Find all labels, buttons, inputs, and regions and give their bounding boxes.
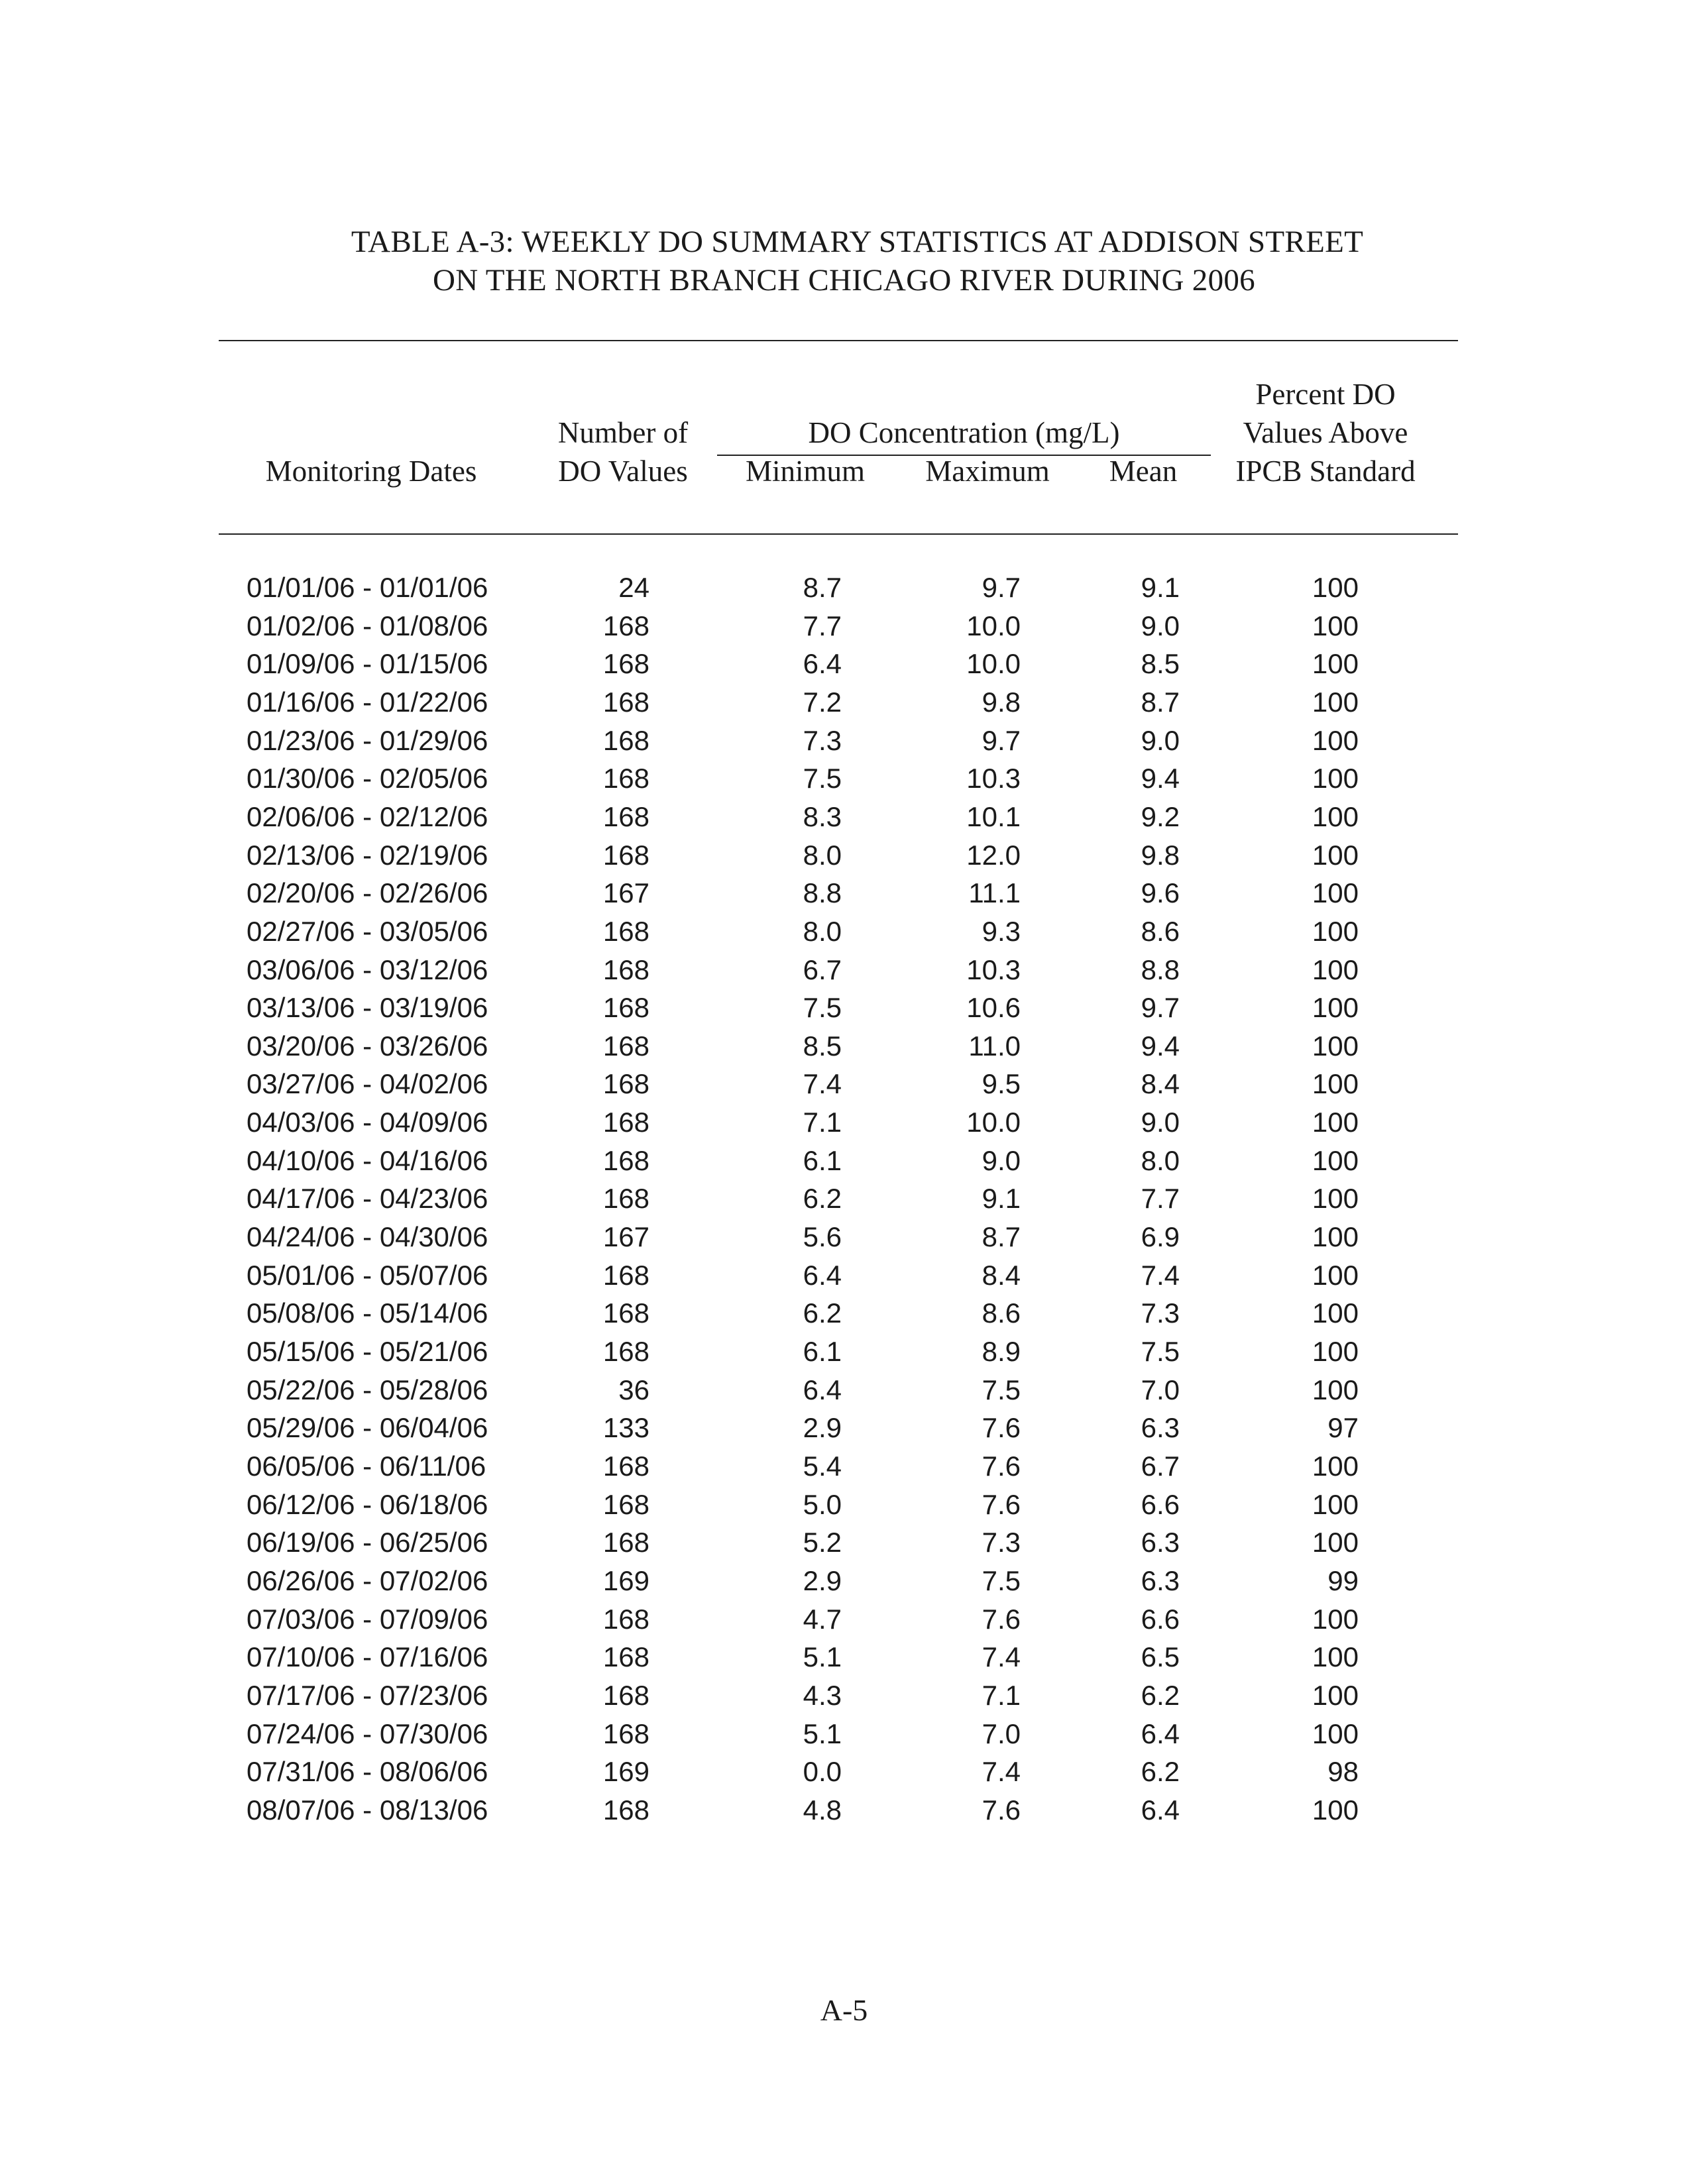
cell-maximum: 10.0	[966, 610, 1021, 641]
cell-minimum: 4.8	[803, 1794, 842, 1826]
cell-maximum: 10.0	[966, 648, 1021, 680]
table-row	[0, 989, 1688, 1027]
cell-minimum: 5.1	[803, 1718, 842, 1749]
cell-maximum: 11.0	[968, 1030, 1021, 1062]
cell-maximum: 10.0	[966, 1107, 1021, 1138]
header-monitoring-dates: Monitoring Dates	[265, 455, 477, 488]
cell-minimum: 7.2	[803, 686, 842, 718]
cell-percent-above: 97	[1327, 1412, 1359, 1444]
cell-maximum: 8.4	[982, 1259, 1021, 1291]
cell-mean: 8.7	[1141, 686, 1180, 718]
cell-number-of-values: 169	[602, 1564, 649, 1596]
cell-percent-above: 100	[1312, 648, 1359, 680]
table-row	[0, 1142, 1688, 1180]
cell-mean: 8.8	[1141, 954, 1180, 985]
cell-monitoring-dates: 01/23/06 - 01/29/06	[247, 724, 488, 756]
cell-number-of-values: 168	[602, 1641, 649, 1673]
cell-percent-above: 100	[1312, 1297, 1359, 1329]
cell-monitoring-dates: 06/26/06 - 07/02/06	[247, 1564, 488, 1596]
cell-monitoring-dates: 05/15/06 - 05/21/06	[247, 1336, 488, 1367]
cell-minimum: 6.4	[803, 1374, 842, 1405]
cell-maximum: 7.0	[982, 1718, 1021, 1749]
cell-monitoring-dates: 01/02/06 - 01/08/06	[247, 610, 488, 641]
cell-minimum: 5.6	[803, 1221, 842, 1253]
table-row	[0, 836, 1688, 875]
cell-number-of-values: 168	[602, 1068, 649, 1100]
cell-maximum: 7.1	[982, 1679, 1021, 1711]
cell-monitoring-dates: 02/20/06 - 02/26/06	[247, 877, 488, 909]
cell-maximum: 7.5	[982, 1564, 1021, 1596]
cell-mean: 7.0	[1141, 1374, 1180, 1405]
cell-number-of-values: 168	[602, 1107, 649, 1138]
cell-minimum: 8.3	[803, 800, 842, 832]
cell-mean: 9.8	[1141, 839, 1180, 871]
cell-minimum: 6.4	[803, 1259, 842, 1291]
cell-mean: 6.6	[1141, 1488, 1180, 1520]
cell-percent-above: 100	[1312, 1641, 1359, 1673]
cell-minimum: 7.4	[803, 1068, 842, 1100]
cell-percent-above: 100	[1312, 1068, 1359, 1100]
cell-percent-above: 100	[1312, 1603, 1359, 1635]
cell-number-of-values: 168	[602, 1603, 649, 1635]
cell-monitoring-dates: 03/20/06 - 03/26/06	[247, 1030, 488, 1062]
cell-mean: 9.0	[1141, 1107, 1180, 1138]
table-row	[0, 798, 1688, 836]
table-row	[0, 912, 1688, 951]
table-row	[0, 759, 1688, 798]
cell-monitoring-dates: 04/10/06 - 04/16/06	[247, 1144, 488, 1176]
table-row	[0, 1638, 1688, 1676]
table-row	[0, 1294, 1688, 1333]
cell-minimum: 4.3	[803, 1679, 842, 1711]
cell-number-of-values: 24	[618, 572, 649, 603]
cell-maximum: 7.6	[982, 1412, 1021, 1444]
table-row	[0, 1409, 1688, 1447]
cell-number-of-values: 168	[602, 1297, 649, 1329]
header-minimum: Minimum	[745, 455, 866, 488]
cell-percent-above: 98	[1327, 1756, 1359, 1788]
table-row	[0, 1256, 1688, 1295]
cell-mean: 9.1	[1141, 572, 1180, 603]
cell-maximum: 7.6	[982, 1603, 1021, 1635]
cell-monitoring-dates: 05/08/06 - 05/14/06	[247, 1297, 488, 1329]
cell-number-of-values: 169	[602, 1756, 649, 1788]
cell-number-of-values: 133	[602, 1412, 649, 1444]
cell-mean: 7.4	[1141, 1259, 1180, 1291]
cell-minimum: 7.5	[803, 763, 842, 794]
cell-percent-above: 100	[1312, 1527, 1359, 1558]
cell-percent-above: 100	[1312, 1144, 1359, 1176]
cell-percent-above: 100	[1312, 1794, 1359, 1826]
table-row	[0, 874, 1688, 912]
cell-monitoring-dates: 03/06/06 - 03/12/06	[247, 954, 488, 985]
cell-percent-above: 100	[1312, 1221, 1359, 1253]
cell-minimum: 8.8	[803, 877, 842, 909]
cell-mean: 9.2	[1141, 800, 1180, 832]
cell-mean: 9.0	[1141, 610, 1180, 641]
table-row	[0, 683, 1688, 722]
cell-mean: 6.4	[1141, 1794, 1180, 1826]
table-title-line1: TABLE A-3: WEEKLY DO SUMMARY STATISTICS AT ADDISON STREET	[351, 225, 1364, 259]
cell-maximum: 10.1	[966, 800, 1021, 832]
cell-monitoring-dates: 07/31/06 - 08/06/06	[247, 1756, 488, 1788]
cell-maximum: 9.0	[982, 1144, 1021, 1176]
cell-percent-above: 100	[1312, 839, 1359, 871]
cell-number-of-values: 36	[618, 1374, 649, 1405]
cell-number-of-values: 168	[602, 1679, 649, 1711]
cell-percent-above: 100	[1312, 1374, 1359, 1405]
header-percent-line3: IPCB Standard	[1235, 455, 1416, 488]
cell-mean: 9.6	[1141, 877, 1180, 909]
cell-maximum: 7.3	[982, 1527, 1021, 1558]
cell-number-of-values: 168	[602, 800, 649, 832]
table-row	[0, 1523, 1688, 1562]
cell-maximum: 9.1	[982, 1183, 1021, 1215]
cell-maximum: 7.4	[982, 1641, 1021, 1673]
table-row	[0, 1065, 1688, 1103]
header-do-concentration: DO Concentration (mg/L)	[808, 416, 1120, 449]
cell-maximum: 10.6	[966, 992, 1021, 1024]
cell-maximum: 10.3	[966, 763, 1021, 794]
cell-number-of-values: 168	[602, 915, 649, 947]
cell-maximum: 12.0	[966, 839, 1021, 871]
cell-maximum: 7.6	[982, 1488, 1021, 1520]
cell-percent-above: 99	[1327, 1564, 1359, 1596]
table-row	[0, 1486, 1688, 1524]
cell-percent-above: 100	[1312, 763, 1359, 794]
cell-number-of-values: 168	[602, 1718, 649, 1749]
cell-monitoring-dates: 03/13/06 - 03/19/06	[247, 992, 488, 1024]
cell-minimum: 6.7	[803, 954, 842, 985]
cell-monitoring-dates: 08/07/06 - 08/13/06	[247, 1794, 488, 1826]
cell-minimum: 5.2	[803, 1527, 842, 1558]
cell-number-of-values: 167	[602, 1221, 649, 1253]
header-bottom-rule	[219, 533, 1458, 535]
cell-percent-above: 100	[1312, 1718, 1359, 1749]
cell-minimum: 5.4	[803, 1450, 842, 1482]
table-row	[0, 1218, 1688, 1256]
cell-mean: 8.4	[1141, 1068, 1180, 1100]
cell-minimum: 6.1	[803, 1144, 842, 1176]
table-title-line2: ON THE NORTH BRANCH CHICAGO RIVER DURING 2006	[433, 263, 1255, 298]
cell-percent-above: 100	[1312, 992, 1359, 1024]
cell-percent-above: 100	[1312, 572, 1359, 603]
cell-maximum: 8.9	[982, 1336, 1021, 1367]
cell-percent-above: 100	[1312, 954, 1359, 985]
top-rule	[219, 340, 1458, 341]
cell-number-of-values: 168	[602, 1030, 649, 1062]
header-maximum: Maximum	[925, 455, 1050, 488]
cell-monitoring-dates: 05/01/06 - 05/07/06	[247, 1259, 488, 1291]
cell-maximum: 7.4	[982, 1756, 1021, 1788]
cell-percent-above: 100	[1312, 610, 1359, 641]
cell-monitoring-dates: 02/06/06 - 02/12/06	[247, 800, 488, 832]
cell-maximum: 8.6	[982, 1297, 1021, 1329]
cell-minimum: 2.9	[803, 1412, 842, 1444]
cell-number-of-values: 168	[602, 1450, 649, 1482]
cell-mean: 6.4	[1141, 1718, 1180, 1749]
cell-maximum: 9.3	[982, 915, 1021, 947]
cell-monitoring-dates: 04/24/06 - 04/30/06	[247, 1221, 488, 1253]
table-row	[0, 1179, 1688, 1218]
cell-mean: 7.7	[1141, 1183, 1180, 1215]
cell-maximum: 9.5	[982, 1068, 1021, 1100]
cell-minimum: 6.1	[803, 1336, 842, 1367]
cell-monitoring-dates: 01/01/06 - 01/01/06	[247, 572, 488, 603]
header-percent-line1: Percent DO	[1255, 378, 1396, 411]
cell-monitoring-dates: 06/05/06 - 06/11/06	[247, 1450, 486, 1482]
cell-minimum: 0.0	[803, 1756, 842, 1788]
cell-minimum: 5.1	[803, 1641, 842, 1673]
cell-percent-above: 100	[1312, 800, 1359, 832]
cell-minimum: 7.7	[803, 610, 842, 641]
cell-minimum: 7.1	[803, 1107, 842, 1138]
cell-mean: 9.4	[1141, 763, 1180, 794]
cell-mean: 7.5	[1141, 1336, 1180, 1367]
page-number: A-5	[820, 1993, 868, 2027]
cell-percent-above: 100	[1312, 877, 1359, 909]
cell-monitoring-dates: 04/17/06 - 04/23/06	[247, 1183, 488, 1215]
cell-percent-above: 100	[1312, 915, 1359, 947]
cell-number-of-values: 168	[602, 839, 649, 871]
cell-maximum: 9.8	[982, 686, 1021, 718]
cell-number-of-values: 168	[602, 610, 649, 641]
cell-monitoring-dates: 01/30/06 - 02/05/06	[247, 763, 488, 794]
cell-mean: 6.3	[1141, 1564, 1180, 1596]
cell-minimum: 8.5	[803, 1030, 842, 1062]
table-row	[0, 1600, 1688, 1639]
cell-mean: 7.3	[1141, 1297, 1180, 1329]
cell-mean: 6.2	[1141, 1756, 1180, 1788]
cell-monitoring-dates: 02/13/06 - 02/19/06	[247, 839, 488, 871]
cell-monitoring-dates: 07/03/06 - 07/09/06	[247, 1603, 488, 1635]
cell-monitoring-dates: 06/12/06 - 06/18/06	[247, 1488, 488, 1520]
cell-monitoring-dates: 07/10/06 - 07/16/06	[247, 1641, 488, 1673]
table-row	[0, 722, 1688, 760]
cell-maximum: 9.7	[982, 572, 1021, 603]
cell-minimum: 6.2	[803, 1297, 842, 1329]
header-percent-line2: Values Above	[1243, 416, 1408, 449]
cell-minimum: 6.2	[803, 1183, 842, 1215]
cell-monitoring-dates: 05/22/06 - 05/28/06	[247, 1374, 488, 1405]
cell-maximum: 9.7	[982, 724, 1021, 756]
cell-mean: 6.3	[1141, 1527, 1180, 1558]
cell-minimum: 8.7	[803, 572, 842, 603]
cell-maximum: 7.6	[982, 1450, 1021, 1482]
cell-percent-above: 100	[1312, 1336, 1359, 1367]
cell-mean: 9.0	[1141, 724, 1180, 756]
table-row	[0, 1333, 1688, 1371]
cell-monitoring-dates: 07/24/06 - 07/30/06	[247, 1718, 488, 1749]
cell-number-of-values: 168	[602, 648, 649, 680]
cell-monitoring-dates: 07/17/06 - 07/23/06	[247, 1679, 488, 1711]
cell-mean: 6.7	[1141, 1450, 1180, 1482]
cell-mean: 9.7	[1141, 992, 1180, 1024]
cell-minimum: 7.3	[803, 724, 842, 756]
cell-maximum: 10.3	[966, 954, 1021, 985]
cell-monitoring-dates: 06/19/06 - 06/25/06	[247, 1527, 488, 1558]
cell-number-of-values: 168	[602, 1259, 649, 1291]
cell-percent-above: 100	[1312, 686, 1359, 718]
cell-minimum: 7.5	[803, 992, 842, 1024]
cell-mean: 6.5	[1141, 1641, 1180, 1673]
header-number-of-line1: Number of	[557, 416, 689, 449]
table-row	[0, 1753, 1688, 1791]
cell-minimum: 2.9	[803, 1564, 842, 1596]
cell-number-of-values: 168	[602, 763, 649, 794]
cell-number-of-values: 168	[602, 686, 649, 718]
cell-monitoring-dates: 03/27/06 - 04/02/06	[247, 1068, 488, 1100]
cell-maximum: 8.7	[982, 1221, 1021, 1253]
cell-minimum: 8.0	[803, 839, 842, 871]
table-row	[0, 1676, 1688, 1715]
table-row	[0, 1371, 1688, 1409]
table-row	[0, 1027, 1688, 1065]
cell-percent-above: 100	[1312, 1679, 1359, 1711]
cell-number-of-values: 168	[602, 1794, 649, 1826]
table-row	[0, 1447, 1688, 1486]
header-mean: Mean	[1109, 455, 1178, 488]
cell-mean: 8.6	[1141, 915, 1180, 947]
table-row	[0, 951, 1688, 989]
header-number-of-line2: DO Values	[558, 455, 688, 488]
cell-number-of-values: 168	[602, 1183, 649, 1215]
cell-percent-above: 100	[1312, 1183, 1359, 1215]
cell-minimum: 8.0	[803, 915, 842, 947]
cell-number-of-values: 168	[602, 1144, 649, 1176]
cell-mean: 6.9	[1141, 1221, 1180, 1253]
cell-number-of-values: 168	[602, 954, 649, 985]
cell-monitoring-dates: 01/16/06 - 01/22/06	[247, 686, 488, 718]
cell-monitoring-dates: 02/27/06 - 03/05/06	[247, 915, 488, 947]
cell-minimum: 4.7	[803, 1603, 842, 1635]
cell-maximum: 7.6	[982, 1794, 1021, 1826]
cell-mean: 6.3	[1141, 1412, 1180, 1444]
table-row	[0, 569, 1688, 607]
cell-monitoring-dates: 04/03/06 - 04/09/06	[247, 1107, 488, 1138]
cell-percent-above: 100	[1312, 1488, 1359, 1520]
table-row	[0, 1715, 1688, 1753]
cell-maximum: 7.5	[982, 1374, 1021, 1405]
table-row	[0, 645, 1688, 683]
table-row	[0, 1791, 1688, 1829]
cell-percent-above: 100	[1312, 1259, 1359, 1291]
cell-percent-above: 100	[1312, 1030, 1359, 1062]
table-row	[0, 1562, 1688, 1600]
cell-number-of-values: 168	[602, 1527, 649, 1558]
cell-number-of-values: 168	[602, 1488, 649, 1520]
cell-monitoring-dates: 05/29/06 - 06/04/06	[247, 1412, 488, 1444]
cell-percent-above: 100	[1312, 1107, 1359, 1138]
cell-mean: 6.6	[1141, 1603, 1180, 1635]
cell-percent-above: 100	[1312, 1450, 1359, 1482]
cell-number-of-values: 167	[602, 877, 649, 909]
cell-mean: 9.4	[1141, 1030, 1180, 1062]
cell-mean: 6.2	[1141, 1679, 1180, 1711]
cell-number-of-values: 168	[602, 992, 649, 1024]
cell-number-of-values: 168	[602, 724, 649, 756]
table-row	[0, 607, 1688, 645]
cell-minimum: 5.0	[803, 1488, 842, 1520]
cell-mean: 8.0	[1141, 1144, 1180, 1176]
cell-number-of-values: 168	[602, 1336, 649, 1367]
cell-maximum: 11.1	[968, 877, 1021, 909]
cell-mean: 8.5	[1141, 648, 1180, 680]
cell-percent-above: 100	[1312, 724, 1359, 756]
cell-monitoring-dates: 01/09/06 - 01/15/06	[247, 648, 488, 680]
table-row	[0, 1103, 1688, 1142]
cell-minimum: 6.4	[803, 648, 842, 680]
